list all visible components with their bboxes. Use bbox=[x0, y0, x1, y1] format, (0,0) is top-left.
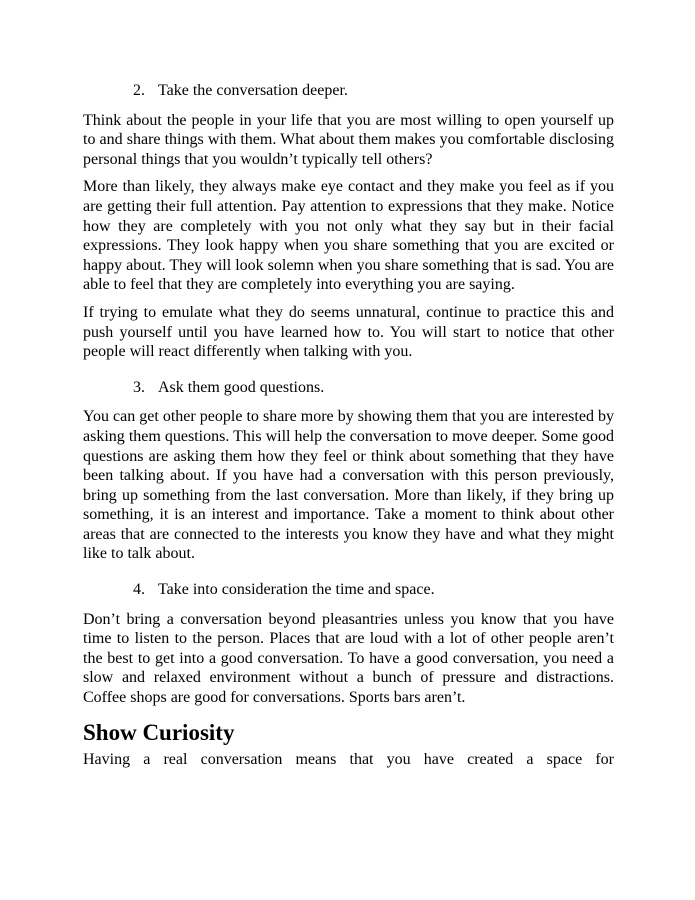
paragraph: If trying to emulate what they do seems unnatural, continue to practice this and push yourself until you have learned how to. You will start to notice that other people will react differently when talking with you. bbox=[83, 303, 614, 361]
paragraph: More than likely, they always make eye contact and they make you feel as if you are getting their full attention. Pay attention to expressions that they make. Notice how they are completely with you not only what they say but in their facial expressions. They look happy when you share something that you are excited or happy about. They will look solemn when you share something that is sad. You are able to feel that they are completely into everything you are saying. bbox=[83, 178, 614, 294]
paragraph: You can get other people to share more by showing them that you are interested by asking them questions. This will help the conversation to move deeper. Some good questions are asking them how they feel or think about something that they have been talking about. If you have had a conversation with this person previously, bring up something from the last conversation. More than likely, if they bring up something, it is an interest and importance. Take a moment to think about other areas that are connected to the interests you know they have and what they might like to talk about. bbox=[83, 408, 614, 563]
paragraph: Having a real conversation means that you have created a space for bbox=[83, 750, 614, 768]
numbered-item-3 bbox=[83, 378, 614, 398]
list-number: 4. bbox=[133, 581, 145, 599]
numbered-item-2 bbox=[83, 81, 614, 101]
page-content bbox=[83, 81, 614, 777]
list-item-title: Take into consideration the time and space. bbox=[158, 581, 435, 599]
list-number: 2. bbox=[133, 82, 145, 99]
list-item-title: Ask them good questions. bbox=[158, 378, 325, 396]
list-number: 3. bbox=[133, 378, 145, 396]
section-heading: Show Curiosity bbox=[83, 719, 235, 745]
paragraph: Don’t bring a conversation beyond pleasantries unless you know that you have time to listen to the person. Places that are loud with a lot of other people aren’t the best to get into a good conversation. To have a good conversation, you need a slow and relaxed environment without a bunch of pressure and distractions. Coffee shops are good for conversations. Sports bars aren’t. bbox=[83, 610, 614, 707]
paragraph: Think about the people in your life that you are most willing to open yourself up to and share things with them. What about them makes you comfortable disclosing personal things that you wouldn’t typically tell others? bbox=[83, 111, 614, 168]
numbered-item-4 bbox=[83, 580, 614, 600]
list-item-title: Take the conversation deeper. bbox=[158, 82, 348, 99]
